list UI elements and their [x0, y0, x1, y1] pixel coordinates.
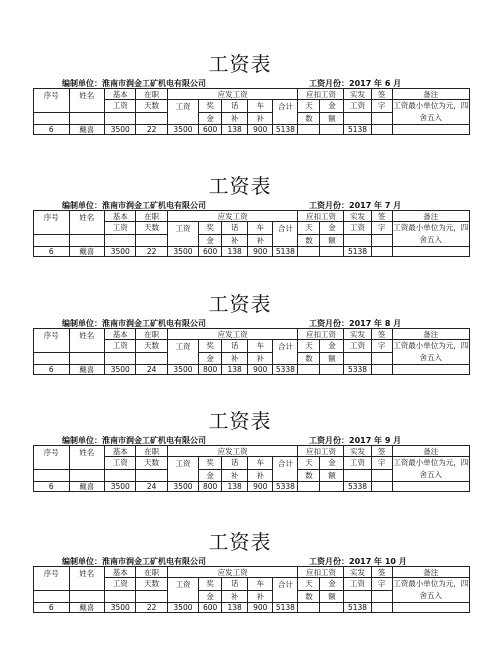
- header-deduct-amount-2: 额: [320, 112, 344, 125]
- header-total: 合计: [273, 222, 298, 247]
- header-seq: 序号: [34, 446, 70, 470]
- header-blank: [344, 234, 371, 247]
- cell-phone: 138: [222, 603, 248, 613]
- header-row: [34, 329, 470, 340]
- header-days-2: 天数: [136, 222, 167, 235]
- cell-phone: 138: [222, 482, 248, 492]
- sheet-title: 工资表: [208, 174, 272, 198]
- header-seq: 序号: [34, 329, 70, 353]
- header-blank: [34, 590, 70, 603]
- header-sign: 签: [371, 329, 392, 340]
- header-bonus: 奖: [199, 340, 222, 353]
- cell-sign: [371, 603, 392, 613]
- header-wage: 工资: [167, 578, 198, 603]
- header-bonus-2: 金: [199, 234, 222, 247]
- header-deduct-days-2: 数: [298, 112, 320, 125]
- pay-month: 工资月份：2017 年 9 月: [309, 436, 402, 445]
- cell-base: 3500: [105, 603, 136, 613]
- header-phone-2: 补: [222, 352, 248, 365]
- payroll-table: [33, 445, 470, 492]
- header-wage: 工资: [167, 340, 198, 365]
- header-deduct-days-2: 数: [298, 469, 320, 482]
- issuing-unit: 编制单位：淮南市润金工矿机电有限公司: [62, 201, 206, 210]
- header-blank: [136, 352, 167, 365]
- header-deduct: 应扣工资: [298, 211, 344, 222]
- header-net: 实发: [344, 211, 371, 222]
- header-car: 车: [248, 578, 273, 591]
- header-payable: 应发工资: [167, 567, 298, 578]
- cell-days: 22: [136, 603, 167, 613]
- header-payable: 应发工资: [167, 446, 298, 457]
- header-blank: [371, 590, 392, 603]
- header-payable: 应发工资: [167, 329, 298, 340]
- header-days-2: 天数: [136, 100, 167, 113]
- cell-bonus: 600: [199, 603, 222, 613]
- header-row: [34, 211, 470, 222]
- cell-phone: 138: [222, 247, 248, 257]
- cell-sign: [371, 365, 392, 375]
- cell-wage: 3500: [167, 603, 198, 613]
- header-deduct-days: 天: [298, 578, 320, 591]
- header-deduct-days-2: 数: [298, 590, 320, 603]
- cell-deduct-days: [298, 365, 320, 375]
- header-total: 合计: [273, 340, 298, 365]
- cell-name: 戴喜: [69, 603, 105, 613]
- header-car: 车: [248, 100, 273, 113]
- header-phone: 话: [222, 457, 248, 470]
- header-base: 基本: [105, 567, 136, 578]
- header-name: 姓名: [69, 446, 105, 470]
- header-blank: [69, 590, 105, 603]
- cell-note: [392, 365, 469, 375]
- header-sign: 签: [371, 446, 392, 457]
- header-deduct-amount-2: 额: [320, 234, 344, 247]
- payroll-table: [33, 566, 470, 613]
- issuing-unit: 编制单位：淮南市润金工矿机电有限公司: [62, 557, 206, 566]
- header-deduct-days-2: 数: [298, 234, 320, 247]
- header-deduct-amount: 金: [320, 100, 344, 113]
- header-net-2: 工资: [344, 340, 371, 353]
- header-wage: 工资: [167, 222, 198, 247]
- header-phone-2: 补: [222, 590, 248, 603]
- header-car: 车: [248, 457, 273, 470]
- cell-sign: [371, 482, 392, 492]
- header-days-2: 天数: [136, 340, 167, 353]
- payroll-table: [33, 328, 470, 375]
- header-car-2: 补: [248, 112, 273, 125]
- header-net-2: 工资: [344, 457, 371, 470]
- header-bonus-2: 金: [199, 112, 222, 125]
- header-days: 在职: [136, 329, 167, 340]
- cell-note: [392, 247, 469, 257]
- header-bonus: 奖: [199, 457, 222, 470]
- header-note: 备注: [392, 89, 469, 100]
- header-blank: [34, 234, 70, 247]
- cell-name: 戴喜: [69, 125, 105, 135]
- header-blank: [69, 112, 105, 125]
- cell-net: 5138: [344, 125, 371, 135]
- header-deduct-amount-2: 额: [320, 352, 344, 365]
- header-net: 实发: [344, 446, 371, 457]
- header-deduct: 应扣工资: [298, 446, 344, 457]
- header-blank: [344, 352, 371, 365]
- header-blank: [105, 590, 136, 603]
- cell-deduct-amount: [320, 365, 344, 375]
- header-base-2: 工资: [105, 340, 136, 353]
- header-phone: 话: [222, 100, 248, 113]
- note-text: 工资最小单位为元，四舍五入: [392, 100, 469, 125]
- cell-days: 24: [136, 365, 167, 375]
- header-sign-2: 字: [371, 340, 392, 353]
- cell-total: 5338: [273, 482, 298, 492]
- cell-wage: 3500: [167, 482, 198, 492]
- header-phone: 话: [222, 340, 248, 353]
- header-bonus-2: 金: [199, 352, 222, 365]
- header-base: 基本: [105, 329, 136, 340]
- cell-wage: 3500: [167, 247, 198, 257]
- issuing-unit: 编制单位：淮南市润金工矿机电有限公司: [62, 319, 206, 328]
- header-phone-2: 补: [222, 112, 248, 125]
- header-car: 车: [248, 340, 273, 353]
- header-deduct: 应扣工资: [298, 567, 344, 578]
- cell-days: 22: [136, 247, 167, 257]
- header-wage: 工资: [167, 100, 198, 125]
- table-row: [34, 247, 470, 257]
- header-blank: [69, 469, 105, 482]
- header-payable: 应发工资: [167, 211, 298, 222]
- payroll-table: [33, 210, 470, 257]
- cell-days: 24: [136, 482, 167, 492]
- header-blank: [105, 112, 136, 125]
- table-row: [34, 125, 470, 135]
- header-deduct: 应扣工资: [298, 89, 344, 100]
- header-note: 备注: [392, 567, 469, 578]
- header-row: [34, 567, 470, 578]
- cell-car: 900: [248, 603, 273, 613]
- header-net: 实发: [344, 329, 371, 340]
- header-deduct-days: 天: [298, 457, 320, 470]
- cell-net: 5138: [344, 247, 371, 257]
- cell-car: 900: [248, 125, 273, 135]
- header-sign: 签: [371, 567, 392, 578]
- header-days: 在职: [136, 89, 167, 100]
- header-phone-2: 补: [222, 469, 248, 482]
- payroll-table: [33, 88, 470, 135]
- header-deduct-amount-2: 额: [320, 469, 344, 482]
- cell-days: 22: [136, 125, 167, 135]
- pay-month: 工资月份：2017 年 7 月: [309, 201, 402, 210]
- cell-note: [392, 125, 469, 135]
- header-blank: [136, 469, 167, 482]
- header-payable: 应发工资: [167, 89, 298, 100]
- header-bonus: 奖: [199, 100, 222, 113]
- note-text: 工资最小单位为元，四舍五入: [392, 222, 469, 247]
- pay-month: 工资月份：2017 年 10 月: [309, 557, 407, 566]
- cell-net: 5338: [344, 365, 371, 375]
- table-row: [34, 365, 470, 375]
- header-car-2: 补: [248, 469, 273, 482]
- cell-net: 5138: [344, 603, 371, 613]
- header-blank: [344, 112, 371, 125]
- cell-phone: 138: [222, 125, 248, 135]
- header-blank: [371, 469, 392, 482]
- cell-phone: 138: [222, 365, 248, 375]
- cell-name: 戴喜: [69, 482, 105, 492]
- cell-seq: 6: [34, 125, 70, 135]
- note-text: 工资最小单位为元，四舍五入: [392, 457, 469, 482]
- cell-deduct-amount: [320, 247, 344, 257]
- cell-name: 戴喜: [69, 365, 105, 375]
- header-phone-2: 补: [222, 234, 248, 247]
- pay-month: 工资月份：2017 年 8 月: [309, 319, 402, 328]
- header-net: 实发: [344, 89, 371, 100]
- header-blank: [105, 234, 136, 247]
- header-base: 基本: [105, 211, 136, 222]
- cell-net: 5338: [344, 482, 371, 492]
- header-car: 车: [248, 222, 273, 235]
- header-row: [34, 89, 470, 100]
- cell-bonus: 800: [199, 365, 222, 375]
- header-name: 姓名: [69, 211, 105, 235]
- header-blank: [136, 234, 167, 247]
- header-sign-2: 字: [371, 100, 392, 113]
- cell-total: 5138: [273, 125, 298, 135]
- header-base-2: 工资: [105, 100, 136, 113]
- header-blank: [371, 234, 392, 247]
- header-total: 合计: [273, 100, 298, 125]
- header-blank: [105, 469, 136, 482]
- sheet-title: 工资表: [208, 409, 272, 433]
- header-blank: [371, 352, 392, 365]
- cell-bonus: 600: [199, 125, 222, 135]
- cell-deduct-days: [298, 482, 320, 492]
- cell-total: 5338: [273, 365, 298, 375]
- cell-deduct-days: [298, 247, 320, 257]
- header-deduct-amount: 金: [320, 457, 344, 470]
- header-car-2: 补: [248, 352, 273, 365]
- cell-seq: 6: [34, 247, 70, 257]
- cell-sign: [371, 247, 392, 257]
- header-bonus: 奖: [199, 222, 222, 235]
- header-seq: 序号: [34, 89, 70, 113]
- header-sign: 签: [371, 89, 392, 100]
- table-row: [34, 603, 470, 613]
- cell-name: 戴喜: [69, 247, 105, 257]
- header-note: 备注: [392, 329, 469, 340]
- header-base: 基本: [105, 446, 136, 457]
- header-seq: 序号: [34, 211, 70, 235]
- cell-seq: 6: [34, 365, 70, 375]
- header-deduct-days-2: 数: [298, 352, 320, 365]
- cell-deduct-days: [298, 603, 320, 613]
- header-net: 实发: [344, 567, 371, 578]
- header-deduct-days: 天: [298, 222, 320, 235]
- note-text: 工资最小单位为元，四舍五入: [392, 340, 469, 365]
- header-base: 基本: [105, 89, 136, 100]
- header-total: 合计: [273, 578, 298, 603]
- header-blank: [34, 352, 70, 365]
- cell-base: 3500: [105, 482, 136, 492]
- cell-total: 5138: [273, 603, 298, 613]
- header-seq: 序号: [34, 567, 70, 591]
- header-blank: [344, 469, 371, 482]
- cell-deduct-days: [298, 125, 320, 135]
- header-phone: 话: [222, 222, 248, 235]
- header-net-2: 工资: [344, 578, 371, 591]
- header-total: 合计: [273, 457, 298, 482]
- cell-base: 3500: [105, 125, 136, 135]
- cell-deduct-amount: [320, 125, 344, 135]
- cell-note: [392, 603, 469, 613]
- sheet-title: 工资表: [208, 292, 272, 316]
- header-car-2: 补: [248, 590, 273, 603]
- header-blank: [34, 469, 70, 482]
- header-bonus-2: 金: [199, 590, 222, 603]
- header-deduct-amount: 金: [320, 578, 344, 591]
- header-row: [34, 446, 470, 457]
- header-sign-2: 字: [371, 578, 392, 591]
- header-blank: [34, 112, 70, 125]
- cell-car: 900: [248, 247, 273, 257]
- header-name: 姓名: [69, 329, 105, 353]
- sheet-title: 工资表: [208, 52, 272, 76]
- header-deduct: 应扣工资: [298, 329, 344, 340]
- pay-month: 工资月份：2017 年 6 月: [309, 79, 402, 88]
- header-sign-2: 字: [371, 222, 392, 235]
- header-wage: 工资: [167, 457, 198, 482]
- cell-deduct-amount: [320, 603, 344, 613]
- header-deduct-days: 天: [298, 100, 320, 113]
- header-bonus: 奖: [199, 578, 222, 591]
- header-name: 姓名: [69, 567, 105, 591]
- header-days: 在职: [136, 567, 167, 578]
- header-blank: [136, 112, 167, 125]
- issuing-unit: 编制单位：淮南市润金工矿机电有限公司: [62, 79, 206, 88]
- cell-wage: 3500: [167, 365, 198, 375]
- cell-deduct-amount: [320, 482, 344, 492]
- cell-total: 5138: [273, 247, 298, 257]
- table-row: [34, 482, 470, 492]
- header-phone: 话: [222, 578, 248, 591]
- header-deduct-amount-2: 额: [320, 590, 344, 603]
- header-sign: 签: [371, 211, 392, 222]
- header-deduct-amount: 金: [320, 340, 344, 353]
- cell-car: 900: [248, 365, 273, 375]
- sheet-title: 工资表: [208, 530, 272, 554]
- header-days: 在职: [136, 211, 167, 222]
- cell-seq: 6: [34, 603, 70, 613]
- cell-note: [392, 482, 469, 492]
- header-note: 备注: [392, 211, 469, 222]
- header-note: 备注: [392, 446, 469, 457]
- header-net-2: 工资: [344, 222, 371, 235]
- header-deduct-amount: 金: [320, 222, 344, 235]
- header-bonus-2: 金: [199, 469, 222, 482]
- cell-car: 900: [248, 482, 273, 492]
- header-blank: [105, 352, 136, 365]
- header-deduct-days: 天: [298, 340, 320, 353]
- cell-wage: 3500: [167, 125, 198, 135]
- header-days-2: 天数: [136, 578, 167, 591]
- header-name: 姓名: [69, 89, 105, 113]
- header-base-2: 工资: [105, 222, 136, 235]
- cell-bonus: 600: [199, 247, 222, 257]
- cell-sign: [371, 125, 392, 135]
- header-base-2: 工资: [105, 578, 136, 591]
- cell-base: 3500: [105, 365, 136, 375]
- header-sign-2: 字: [371, 457, 392, 470]
- header-days-2: 天数: [136, 457, 167, 470]
- note-text: 工资最小单位为元，四舍五入: [392, 578, 469, 603]
- cell-base: 3500: [105, 247, 136, 257]
- issuing-unit: 编制单位：淮南市润金工矿机电有限公司: [62, 436, 206, 445]
- cell-seq: 6: [34, 482, 70, 492]
- cell-bonus: 800: [199, 482, 222, 492]
- header-blank: [136, 590, 167, 603]
- header-net-2: 工资: [344, 100, 371, 113]
- header-blank: [69, 352, 105, 365]
- header-car-2: 补: [248, 234, 273, 247]
- header-blank: [344, 590, 371, 603]
- header-base-2: 工资: [105, 457, 136, 470]
- header-blank: [69, 234, 105, 247]
- header-blank: [371, 112, 392, 125]
- header-days: 在职: [136, 446, 167, 457]
